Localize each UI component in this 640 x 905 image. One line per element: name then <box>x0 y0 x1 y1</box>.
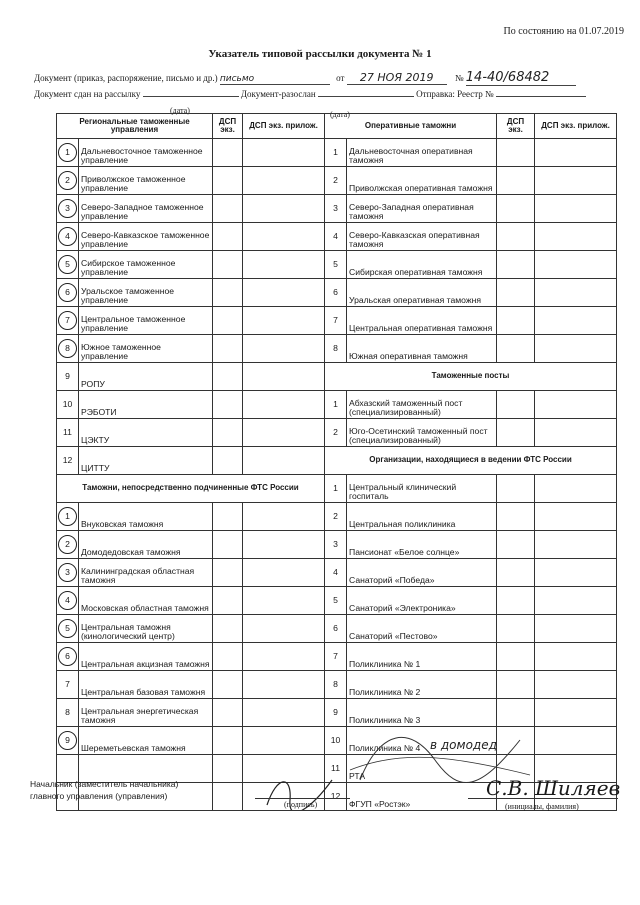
left-row-number-value: 7 <box>65 678 70 689</box>
document-label: Документ (приказ, распоряжение, письмо и др.) <box>34 73 218 83</box>
right-row-dsp <box>497 531 535 559</box>
date-caption-right: (дата) <box>330 110 350 119</box>
right-row-number: 2 <box>325 419 347 447</box>
table-row <box>57 643 617 671</box>
right-row-number: 1 <box>325 139 347 167</box>
number-label: № <box>454 73 464 83</box>
right-row-number: 3 <box>325 195 347 223</box>
left-row-name: Приволжское таможенное управление <box>79 167 213 195</box>
left-row-number-value: 9 <box>58 731 77 750</box>
date-caption-left: (дата) <box>170 106 190 115</box>
right-row-name: Приволжская оперативная таможня <box>347 167 497 195</box>
right-row-dsp <box>497 195 535 223</box>
right-row-dsp <box>497 279 535 307</box>
right-row-dsp-att <box>535 587 617 615</box>
position-line-1: Начальник (заместитель начальника) <box>30 779 179 789</box>
left-row-number-value: 4 <box>58 227 77 246</box>
left-row-dsp <box>213 559 243 587</box>
left-row-dsp-att <box>243 251 325 279</box>
left-row-dsp-att <box>243 223 325 251</box>
left-row-name: Шереметьевская таможня <box>79 727 213 755</box>
signature-line <box>255 798 350 799</box>
left-row-dsp-att <box>243 335 325 363</box>
signature-caption: (подпись) <box>284 800 318 809</box>
right-row-name: Санаторий «Победа» <box>347 559 497 587</box>
right-row-number: 8 <box>325 671 347 699</box>
left-row-name: ЦИТТУ <box>79 447 213 475</box>
table-row <box>57 587 617 615</box>
table-row <box>57 391 617 419</box>
left-row-dsp-att <box>243 615 325 643</box>
right-row-dsp <box>497 139 535 167</box>
right-header-dsp: ДСП экз. <box>497 114 535 139</box>
left-row-number <box>57 279 79 307</box>
name-caption: (инициалы, фамилия) <box>505 802 579 811</box>
distribution-table <box>56 113 617 811</box>
left-row-number-value: 8 <box>58 339 77 358</box>
table-row <box>57 307 617 335</box>
left-row-number <box>57 559 79 587</box>
left-row-number <box>57 531 79 559</box>
name-line <box>468 798 618 799</box>
left-row-number <box>57 587 79 615</box>
left-row-number <box>57 671 79 699</box>
orig-label: Документ-разослан <box>240 89 316 99</box>
right-row-dsp <box>497 335 535 363</box>
left-row-number-value: 3 <box>58 199 77 218</box>
left-row-dsp-att <box>243 643 325 671</box>
left-row-number <box>57 643 79 671</box>
right-row-name: Сибирская оперативная таможня <box>347 251 497 279</box>
right-row-name: Санаторий «Пестово» <box>347 615 497 643</box>
left-row-dsp <box>213 503 243 531</box>
left-row-number-value: 9 <box>65 370 70 381</box>
left-row-dsp <box>213 587 243 615</box>
right-row-number: 12 <box>325 783 347 811</box>
right-row-dsp <box>497 587 535 615</box>
left-row-dsp-att <box>243 279 325 307</box>
document-type: письмо <box>220 74 330 85</box>
left-row-dsp <box>213 139 243 167</box>
left-row-name: Домодедовская таможня <box>79 531 213 559</box>
right-row-dsp <box>497 223 535 251</box>
right-row-number: 7 <box>325 643 347 671</box>
left-row-number-value: 6 <box>58 647 77 666</box>
left-row-dsp <box>213 783 243 811</box>
right-row-dsp-att <box>535 671 617 699</box>
left-row-name: Внуковская таможня <box>79 503 213 531</box>
left-row-dsp <box>213 391 243 419</box>
left-row-number <box>57 419 79 447</box>
right-row-number: 3 <box>325 531 347 559</box>
left-row-name: Северо-Западное таможенное управление <box>79 195 213 223</box>
left-row-number <box>57 727 79 755</box>
left-row-name: Московская областная таможня <box>79 587 213 615</box>
left-row-number <box>57 503 79 531</box>
name-signature: С.В. Шиляев <box>486 776 621 800</box>
left-row-dsp <box>213 699 243 727</box>
right-row-dsp-att <box>535 391 617 419</box>
left-row-dsp-att <box>243 307 325 335</box>
table-row <box>57 531 617 559</box>
left-row-dsp <box>213 223 243 251</box>
left-row-number-value: 7 <box>58 311 77 330</box>
right-row-name: Центральная оперативная таможня <box>347 307 497 335</box>
left-row-dsp-att <box>243 139 325 167</box>
right-row-name: Юго-Осетинский таможенный пост (специализированный) <box>347 419 497 447</box>
right-row-dsp-att <box>535 615 617 643</box>
table-row <box>57 671 617 699</box>
right-row-number: 5 <box>325 251 347 279</box>
right-row-dsp-att <box>535 475 617 503</box>
right-row-dsp-att <box>535 195 617 223</box>
right-row-dsp <box>497 671 535 699</box>
left-row-number <box>57 223 79 251</box>
left-row-name: Калининградская областная таможня <box>79 559 213 587</box>
left-header-name: Региональные таможенные управления <box>57 114 213 139</box>
left-header-dsp: ДСП экз. <box>213 114 243 139</box>
right-row-dsp-att <box>535 279 617 307</box>
right-section-heading: Таможенные посты <box>325 363 617 391</box>
left-row-dsp <box>213 447 243 475</box>
left-row-number-value: 1 <box>58 143 77 162</box>
left-row-dsp-att <box>243 391 325 419</box>
left-row-dsp <box>213 531 243 559</box>
left-row-number-value: 5 <box>58 255 77 274</box>
right-row-dsp <box>497 391 535 419</box>
right-header-dsp-att: ДСП экз. прилож. <box>535 114 617 139</box>
handwritten-note: в домодед <box>430 738 497 752</box>
table-row <box>57 251 617 279</box>
right-row-dsp-att <box>535 139 617 167</box>
right-row-name: Поликлиника № 3 <box>347 699 497 727</box>
left-row-dsp-att <box>243 447 325 475</box>
table-row <box>57 559 617 587</box>
table-row <box>57 419 617 447</box>
right-row-dsp-att <box>535 307 617 335</box>
table-row <box>57 167 617 195</box>
table-row <box>57 223 617 251</box>
right-row-name: Пансионат «Белое солнце» <box>347 531 497 559</box>
right-row-name: Дальневосточная оперативная таможня <box>347 139 497 167</box>
table-row <box>57 503 617 531</box>
left-row-number <box>57 335 79 363</box>
left-row-dsp-att <box>243 587 325 615</box>
right-row-name: Центральная поликлиника <box>347 503 497 531</box>
left-row-name: Центральная таможня (кинологический центр) <box>79 615 213 643</box>
left-row-number-value: 8 <box>65 706 70 717</box>
left-row-dsp <box>213 279 243 307</box>
left-row-name: ЦЭКТУ <box>79 419 213 447</box>
right-row-name: Уральская оперативная таможня <box>347 279 497 307</box>
left-row-dsp-att <box>243 699 325 727</box>
right-row-number: 4 <box>325 559 347 587</box>
position-line-2: главного управления (управления) <box>30 790 168 801</box>
table-row <box>57 615 617 643</box>
left-row-dsp-att <box>243 671 325 699</box>
right-row-name: Санаторий «Электроника» <box>347 587 497 615</box>
right-row-dsp-att <box>535 167 617 195</box>
right-row-number: 2 <box>325 503 347 531</box>
right-row-dsp-att <box>535 727 617 755</box>
left-row-dsp <box>213 363 243 391</box>
left-row-dsp-att <box>243 559 325 587</box>
right-row-name: Абхазский таможенный пост (специализированный) <box>347 391 497 419</box>
right-row-name: Поликлиника № 4 <box>347 727 497 755</box>
left-row-number <box>57 391 79 419</box>
from-label: от <box>336 73 345 83</box>
left-row-number-value: 5 <box>58 619 77 638</box>
left-row-dsp <box>213 195 243 223</box>
left-row-number <box>57 251 79 279</box>
right-row-number: 2 <box>325 167 347 195</box>
left-row-number-value: 10 <box>62 398 73 409</box>
right-row-dsp-att <box>535 251 617 279</box>
left-row-dsp <box>213 167 243 195</box>
right-row-dsp-att <box>535 335 617 363</box>
table-row <box>57 195 617 223</box>
left-row-number <box>57 195 79 223</box>
right-row-dsp <box>497 307 535 335</box>
right-row-number: 4 <box>325 223 347 251</box>
left-row-number-value: 2 <box>58 535 77 554</box>
left-row-number <box>57 307 79 335</box>
left-row-dsp <box>213 643 243 671</box>
table-row <box>57 475 617 503</box>
right-row-dsp-att <box>535 419 617 447</box>
right-row-name: Центральный клинический госпиталь <box>347 475 497 503</box>
left-row-name: Сибирское таможенное управление <box>79 251 213 279</box>
left-row-dsp <box>213 419 243 447</box>
sent-label: Отправка: Реестр № <box>416 89 494 99</box>
left-row-number-value: 11 <box>63 426 72 437</box>
right-row-dsp-att <box>535 643 617 671</box>
left-row-number-value: 3 <box>58 563 77 582</box>
left-row-dsp-att <box>243 167 325 195</box>
right-row-name: Северо-Кавказская оперативная таможня <box>347 223 497 251</box>
document-date: 27 НОЯ 2019 <box>347 71 447 85</box>
left-header-dsp-att: ДСП экз. прилож. <box>243 114 325 139</box>
left-row-dsp <box>213 251 243 279</box>
left-row-dsp-att <box>243 363 325 391</box>
right-row-dsp-att <box>535 699 617 727</box>
left-row-number-value: 4 <box>58 591 77 610</box>
left-row-dsp <box>213 335 243 363</box>
right-row-name: Поликлиника № 2 <box>347 671 497 699</box>
left-row-dsp <box>213 671 243 699</box>
right-row-number: 9 <box>325 699 347 727</box>
right-row-dsp <box>497 167 535 195</box>
left-row-number-value: 12 <box>62 454 73 465</box>
left-row-dsp <box>213 615 243 643</box>
distribution-line <box>34 89 586 99</box>
left-row-dsp-att <box>243 503 325 531</box>
left-row-number <box>57 447 79 475</box>
left-row-name: Уральское таможенное управление <box>79 279 213 307</box>
right-row-number: 5 <box>325 587 347 615</box>
right-row-dsp <box>497 251 535 279</box>
right-row-dsp <box>497 503 535 531</box>
right-row-name: ФГУП «Ростэк» <box>347 783 497 811</box>
right-row-dsp <box>497 419 535 447</box>
right-row-dsp <box>497 559 535 587</box>
left-row-name: РОПУ <box>79 363 213 391</box>
table-row <box>57 335 617 363</box>
right-row-dsp-att <box>535 223 617 251</box>
right-row-dsp-att <box>535 559 617 587</box>
table-row <box>57 139 617 167</box>
document-number: 14-40/68482 <box>466 70 576 86</box>
right-row-name: РТА <box>347 755 497 783</box>
left-row-dsp <box>213 727 243 755</box>
table-header <box>57 114 617 139</box>
right-row-dsp <box>497 643 535 671</box>
right-row-name: Южная оперативная таможня <box>347 335 497 363</box>
left-row-number-value: 6 <box>58 283 77 302</box>
left-row-dsp-att <box>243 195 325 223</box>
left-row-number <box>57 615 79 643</box>
right-row-number: 6 <box>325 279 347 307</box>
right-row-number: 1 <box>325 391 347 419</box>
right-row-name: Поликлиника № 1 <box>347 643 497 671</box>
state-date: По состоянию на 01.07.2019 <box>503 26 624 37</box>
right-row-number: 1 <box>325 475 347 503</box>
right-row-number: 10 <box>325 727 347 755</box>
right-header-name: Оперативные таможни <box>325 114 497 139</box>
document-line <box>34 70 576 86</box>
right-row-dsp-att <box>535 531 617 559</box>
left-row-number <box>57 139 79 167</box>
left-row-name: Центральная базовая таможня <box>79 671 213 699</box>
table-row <box>57 279 617 307</box>
left-row-dsp <box>213 307 243 335</box>
left-row-number <box>57 699 79 727</box>
left-row-dsp-att <box>243 419 325 447</box>
left-row-number-value: 2 <box>58 171 77 190</box>
distribution-label: Документ сдан на рассылку <box>34 89 141 99</box>
right-row-number: 11 <box>325 755 347 783</box>
right-row-dsp-att <box>535 503 617 531</box>
left-row-dsp-att <box>243 727 325 755</box>
left-row-dsp-att <box>243 531 325 559</box>
right-row-number: 8 <box>325 335 347 363</box>
table-row <box>57 447 617 475</box>
left-row-name: Центральная энергетическая таможня <box>79 699 213 727</box>
document-title: Указатель типовой рассылки документа № 1 <box>208 48 432 60</box>
left-row-name: Центральное таможенное управление <box>79 307 213 335</box>
right-row-number: 7 <box>325 307 347 335</box>
left-row-number <box>57 167 79 195</box>
right-row-dsp <box>497 475 535 503</box>
left-row-name: Южное таможенное управление <box>79 335 213 363</box>
left-row-name: Дальневосточное таможенное управление <box>79 139 213 167</box>
left-row-name: Центральная акцизная таможня <box>79 643 213 671</box>
right-section-heading: Организации, находящиеся в ведении ФТС России <box>325 447 617 475</box>
footer-position <box>30 779 178 803</box>
right-row-number: 6 <box>325 615 347 643</box>
left-row-name: РЭБОТИ <box>79 391 213 419</box>
left-row-number <box>57 363 79 391</box>
left-section-heading: Таможни, непосредственно подчиненные ФТС России <box>57 475 325 503</box>
left-row-number-value: 1 <box>58 507 77 526</box>
left-row-name: Северо-Кавказское таможенное управление <box>79 223 213 251</box>
table-row <box>57 363 617 391</box>
right-row-name: Северо-Западная оперативная таможня <box>347 195 497 223</box>
right-row-dsp <box>497 615 535 643</box>
left-row-dsp <box>213 755 243 783</box>
